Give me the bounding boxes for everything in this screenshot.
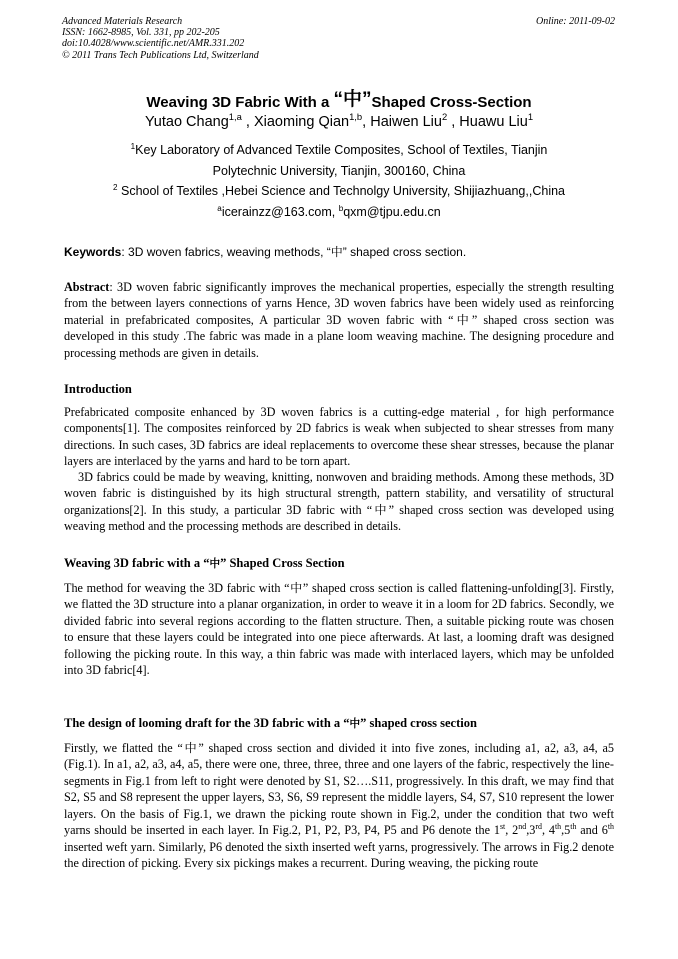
affiliation-1-cont: Polytechnic University, Tianjin, 300160, China <box>212 164 466 178</box>
journal-header <box>62 16 259 61</box>
paragraph-text: ,3 <box>526 823 536 838</box>
heading-part: Weaving 3D fabric with a “ <box>64 556 210 570</box>
ordinal-sup: st <box>499 822 506 832</box>
ordinal-sup: nd <box>518 822 527 832</box>
heading-char: 中 <box>209 557 221 570</box>
email-sup: a <box>217 203 222 213</box>
title-quoted-char: “中” <box>333 89 372 110</box>
author-sup: 1 <box>527 111 534 123</box>
doi-line: doi:10.4028/www.scientific.net/AMR.331.202 <box>62 38 245 50</box>
affiliation-sup: 1 <box>130 141 136 151</box>
section-heading: Introduction <box>64 382 132 396</box>
heading-char: 中 <box>349 717 361 730</box>
keywords-text: : 3D woven fabrics, weaving methods, “中” shaped cross section. <box>121 245 467 259</box>
author-name: Yutao Chang <box>144 114 229 130</box>
abstract <box>64 279 614 361</box>
issn-line: ISSN: 1662-8985, Vol. 331, pp 202-205 <box>62 27 220 39</box>
affiliation-text: School of Textiles ,Hebei Science and Technolgy University, Shijiazhuang,,China <box>117 184 565 198</box>
copyright-line: © 2011 Trans Tech Publications Ltd, Switzerland <box>62 49 259 61</box>
journal-name: Advanced Materials Research <box>62 16 183 27</box>
section2-paragraph: The method for weaving the 3D fabric with “中” shaped cross section is called flattening-unfolding[3]. Firstly, we flatted the 3D structure into a planar organization, in order to weave it in a loom for 2D fabrics. Secondly, we divided fabric into several regions according to the flatten structure. Then, a suitable picking route was chosen to ensure that these layers could be integrated into one piece afterwards. At last, a looming draft was designed following the picking route. In this way, a thin fabric was made with interlaced layers, which may be unfolded into 3D fabric[4]. <box>64 581 614 678</box>
author-sup: 1,b <box>349 111 363 123</box>
paper-title <box>0 84 678 111</box>
keywords-label: Keywords <box>64 245 122 259</box>
intro-paragraph-2: 3D fabrics could be made by weaving, knitting, nonwoven and braiding methods. Among these methods, 3D woven fabric is distinguished by its high structural strength, pattern stability, and versatility of structural organizations[2]. In this study, a particular 3D fabric with “中” shaped cross section was developed using weaving method and the processing methods are described in details. <box>64 470 614 534</box>
email-a: icerainzz@163.com, <box>221 205 339 219</box>
email-b: qxm@tjpu.edu.cn <box>343 205 441 219</box>
online-date: Online: 2011-09-02 <box>536 16 615 27</box>
ordinal-sup: rd <box>535 822 542 832</box>
section-heading <box>64 556 345 571</box>
paragraph-text: and 6 <box>576 823 608 838</box>
ordinal-sup: th <box>607 822 614 832</box>
section3-paragraph <box>64 740 614 872</box>
abstract-label: Abstract <box>64 280 110 294</box>
author-name: Huawu Liu <box>459 114 528 130</box>
ordinal-sup: th <box>554 822 562 832</box>
intro-paragraph-1: Prefabricated composite enhanced by 3D woven fabrics is a cutting-edge material , for high performance components[1]. The composites reinforced by 2D fabrics is weak when subjected to shear stresses from many directions. In such cases, 3D fabrics are ideal replacements to overcome these shear stresses, because the planar layers are interlaced by the yarns and hard to be torn apart. <box>64 405 614 469</box>
author-sup: 1,a <box>228 111 242 123</box>
paragraph-text: Firstly, we flatted the “中” shaped cross section and divided it into five zones, including a1, a2, a3, a4, a5 (Fig.1). In a1, a2, a3, a4, a5, there were one, three, three, three and one layers of the fabric, respectively the line-segments in Fig.1 from left to right were denoted by S1, S2….S11, progressively. In this draft, we may find that S2, S5 and S8 represent the upper layers, S3, S6, S9 represent the middle layers, S4, S7, S10 represent the lower layers. On the basis of Fig.1, we drawn the picking route shown in Fig.2, under the condition that two weft yarns should be inserted in each layer. In Fig.2, P1, P2, P3, P4, P5 and P6 denote the 1 <box>64 741 614 838</box>
heading-part: The design of looming draft for the 3D fabric with a “ <box>64 716 350 730</box>
affiliation-sup: 2 <box>113 182 118 192</box>
keywords <box>64 243 466 260</box>
email-sup: b <box>338 203 344 213</box>
heading-part: ” shaped cross section <box>360 716 477 730</box>
author-name: Xiaoming Qian <box>253 114 350 130</box>
author-sep: , <box>447 114 460 130</box>
paragraph-text: , 4 <box>541 823 555 838</box>
author-sep: , <box>362 114 371 130</box>
paragraph-text: inserted weft yarn. Similarly, P6 denoted the sixth inserted weft yarns, progressively. The arrows in Fig.2 denote the direction of picking. Every six pickings makes a recurrent. During weaving, the picking route <box>64 839 614 871</box>
author-sup: 2 <box>441 111 448 123</box>
title-part: Weaving 3D Fabric With a <box>146 94 334 111</box>
affiliation-1 <box>0 143 678 157</box>
affiliation-text: Key Laboratory of Advanced Textile Composites, School of Textiles, Tianjin <box>135 143 548 157</box>
title-part: Shaped Cross-Section <box>371 94 532 111</box>
paragraph-text: ,5 <box>561 823 571 838</box>
author-sep: , <box>241 114 254 130</box>
author-name: Haiwen Liu <box>370 114 442 130</box>
section-heading <box>64 716 477 731</box>
abstract-text: : 3D woven fabric significantly improves the mechanical properties, especially the strength resulting from the between layers connections of yarns Hence, 3D woven fabrics have been widely used as reinforcing material in prefabricated composites, A particular 3D woven fabric with “中” shaped cross section was developed in this study .The fabric was made in a plane loom weaving machine. The designing procedure and processing methods are given in details. <box>64 280 614 360</box>
ordinal-sup: th <box>570 822 577 832</box>
email-line <box>0 205 668 219</box>
author-list <box>0 111 678 130</box>
heading-part: ” Shaped Cross Section <box>220 556 345 570</box>
affiliation-2 <box>0 184 678 198</box>
paragraph-text: , 2 <box>505 823 519 838</box>
